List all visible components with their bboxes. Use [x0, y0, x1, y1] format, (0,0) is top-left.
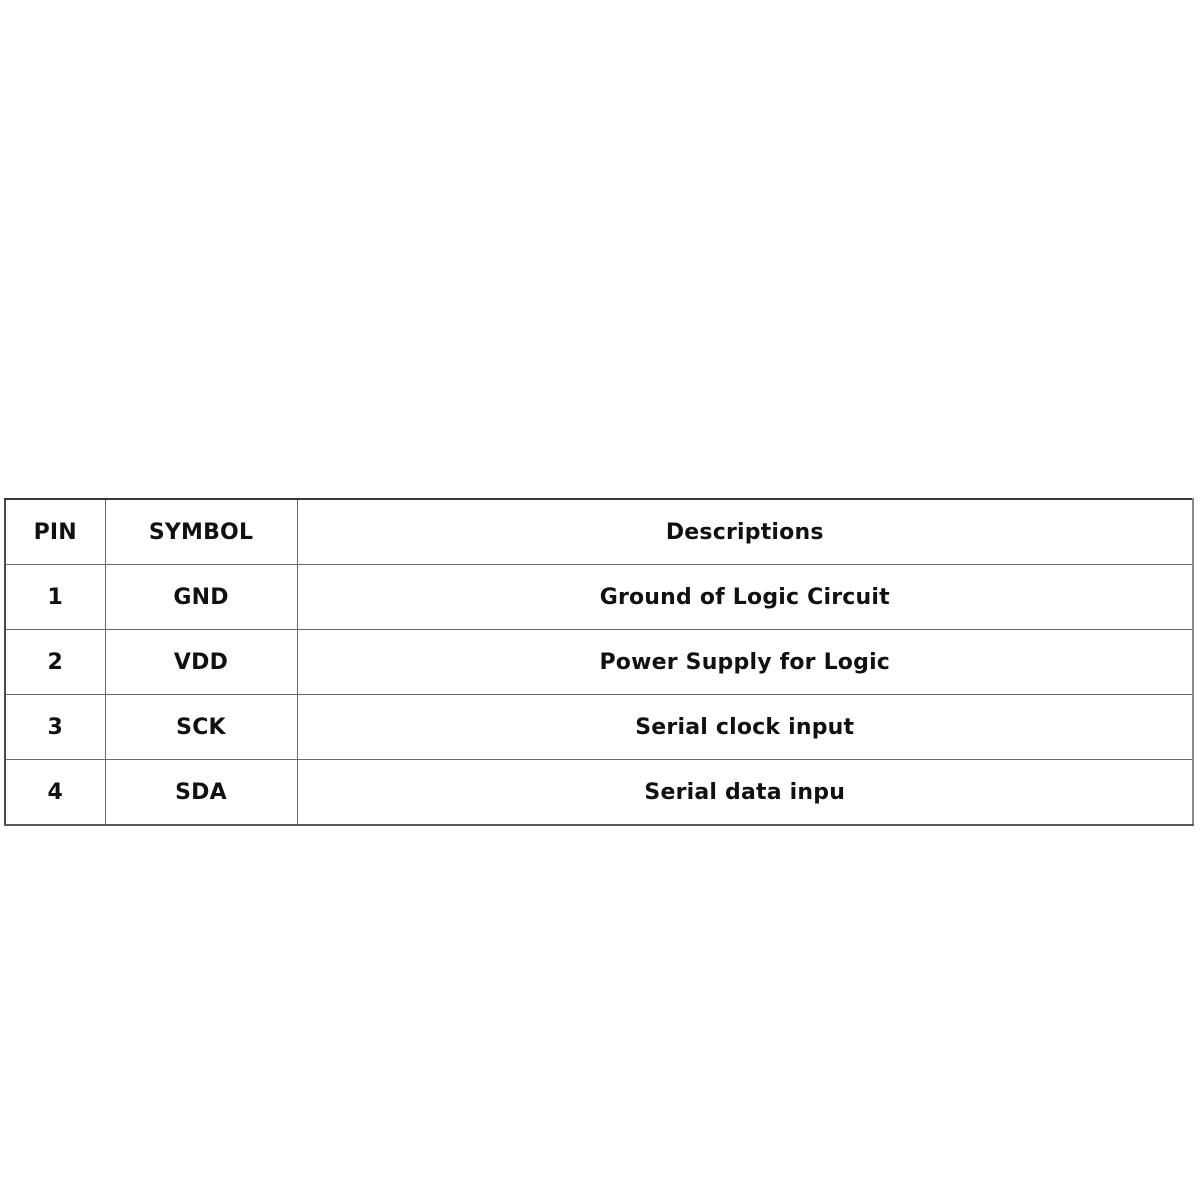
table-row [5, 695, 1193, 760]
pin-description-table [4, 498, 1194, 826]
table-row [5, 565, 1193, 630]
cell-symbol: SCK [105, 695, 297, 760]
table-header-row [5, 499, 1193, 565]
header-pin: PIN [5, 499, 105, 565]
cell-description: Serial clock input [297, 695, 1193, 760]
cell-pin: 3 [5, 695, 105, 760]
cell-symbol: SDA [105, 760, 297, 826]
cell-description: Serial data inpu [297, 760, 1193, 826]
table-row [5, 760, 1193, 826]
header-symbol: SYMBOL [105, 499, 297, 565]
cell-symbol: VDD [105, 630, 297, 695]
cell-description: Power Supply for Logic [297, 630, 1193, 695]
cell-pin: 4 [5, 760, 105, 826]
table-row [5, 630, 1193, 695]
cell-pin: 1 [5, 565, 105, 630]
cell-description: Ground of Logic Circuit [297, 565, 1193, 630]
cell-pin: 2 [5, 630, 105, 695]
header-description: Descriptions [297, 499, 1193, 565]
cell-symbol: GND [105, 565, 297, 630]
